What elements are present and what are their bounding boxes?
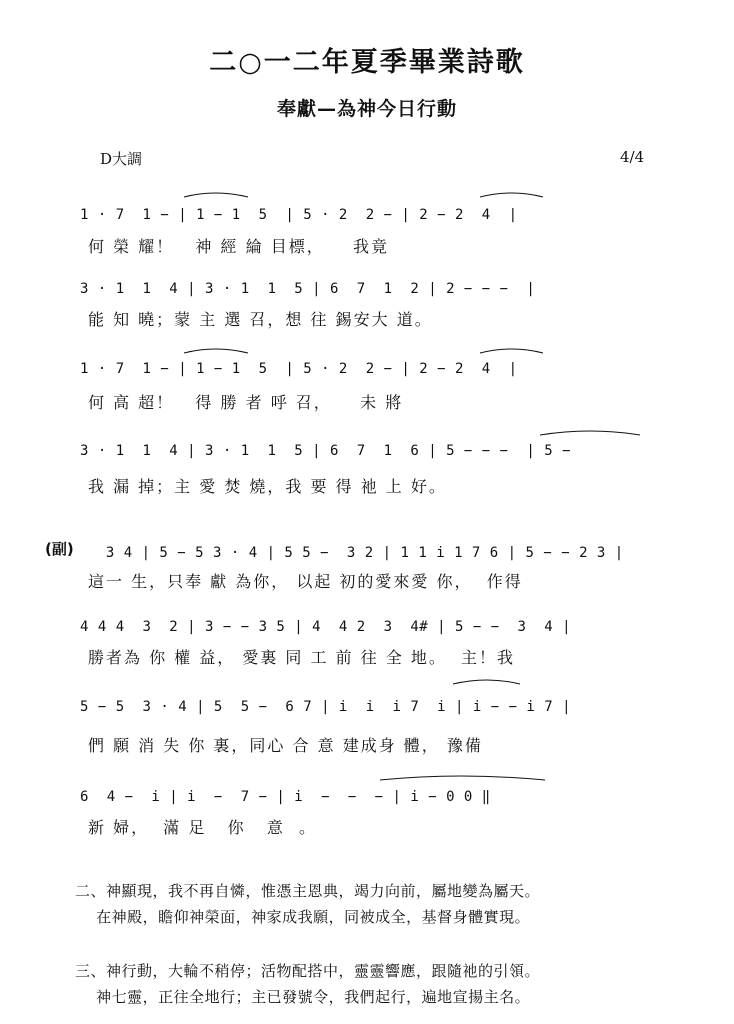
time-signature: 4/4 <box>620 148 645 166</box>
verse-3-line-1: 三、神行動，大輪不稍停；活物配搭中，靈靈響應，跟隨祂的引領。 <box>75 962 541 980</box>
lyrics-line-3: 何 高 超！ 得 勝 者 呼 召， 未 將 <box>88 393 404 412</box>
song-title: 二○一二年夏季畢業詩歌 <box>209 47 525 78</box>
notation-line-7: 5 − 5 3 · 4 | 5 5 − 6 7 | i i i 7 i | i − − i 7 | <box>80 699 572 715</box>
notation-line-5: 3 4 | 5 − 5 3 · 4 | 5 5 − 3 2 | 1 1 i 1 7 6 | 5 − − 2 3 | <box>88 545 624 561</box>
lyrics-line-5: 這一 生，只奉 獻 為你， 以起 初的愛來愛 你， 作得 <box>88 572 523 591</box>
notation-line-8: 6 4 − i | i − 7 − | i − − − | i − 0 0 ‖ <box>80 789 491 805</box>
key-signature: D大調 <box>100 150 143 168</box>
notation-line-4: 3 · 1 1 4 | 3 · 1 1 5 | 6 7 1 6 | 5 − − − | 5 − <box>80 443 572 459</box>
verse-2-line-2: 在神殿，瞻仰神榮面，神家成我願，同被成全，基督身體實現。 <box>75 908 531 926</box>
notation-line-3: 1 · 7 1 − | 1 − 1 5 | 5 · 2 2 − | 2 − 2 4 | <box>80 361 518 377</box>
lyrics-line-8: 新 婦， 滿 足 你 意 。 <box>88 818 318 837</box>
lyrics-line-6: 勝者為 你 權 益， 愛裏 同 工 前 往 全 地。 主！我 <box>88 648 516 667</box>
lyrics-line-1: 何 榮 耀！ 神 經 綸 目標， 我竟 <box>88 237 390 256</box>
lyrics-line-2: 能 知 曉；蒙 主 選 召，想 往 錫安大 道。 <box>88 310 433 329</box>
verse-2-line-1: 二、神顯現，我不再自憐，惟憑主恩典，竭力向前，屬地變為屬天。 <box>75 882 541 900</box>
lyrics-line-7: 們 願 消 失 你 裏，同心 合 意 建成身 體， 豫備 <box>88 736 483 755</box>
chorus-label: (副) <box>45 540 74 558</box>
song-subtitle: 奉獻—為神今日行動 <box>276 98 457 120</box>
lyrics-line-4: 我 漏 掉；主 愛 焚 燒，我 要 得 祂 上 好。 <box>88 477 447 496</box>
notation-line-1: 1 · 7 1 − | 1 − 1 5 | 5 · 2 2 − | 2 − 2 4 | <box>80 207 518 223</box>
verse-3-line-2: 神七靈，正往全地行；主已發號令，我們起行，遍地宣揚主名。 <box>75 988 531 1006</box>
notation-line-6: 4 4 4 3 2 | 3 − − 3 5 | 4 4 2 3 4# | 5 − − 3 4 | <box>80 619 572 635</box>
notation-line-2: 3 · 1 1 4 | 3 · 1 1 5 | 6 7 1 2 | 2 − − − | <box>80 281 536 297</box>
